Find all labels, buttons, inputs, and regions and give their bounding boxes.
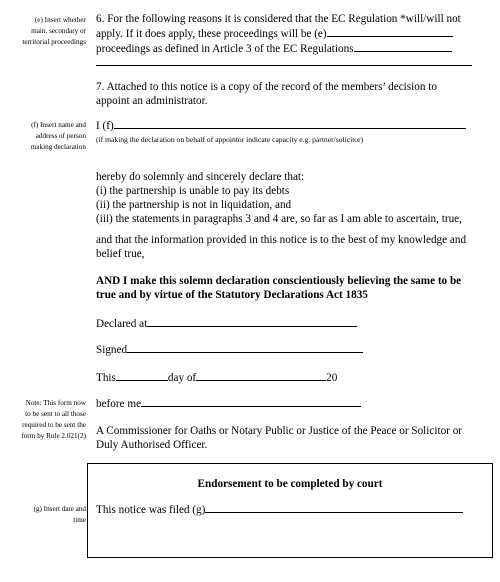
side-note-line: required to be sent the — [22, 421, 86, 429]
information-line-2: belief true, — [96, 248, 145, 260]
filed-line: This notice was filed (g) — [96, 502, 478, 517]
reasons-field[interactable] — [354, 41, 452, 52]
proceedings-type-field[interactable] — [327, 26, 453, 37]
side-note-line: form by Rule 2.021(2) — [21, 432, 86, 440]
commissioner-line-1: A Commissioner for Oaths or Notary Public or Justice of the Peace or Solicitor or — [96, 425, 463, 437]
side-note-line: (g) Insert date and — [33, 505, 86, 513]
paragraph-7-line-2: appoint an administrator. — [96, 95, 208, 107]
declared-at-field[interactable] — [147, 316, 357, 327]
paragraph-6-line-2: apply. If it does apply, these proceedings will be (e) — [96, 26, 478, 41]
information-statement — [96, 233, 478, 261]
before-me-line: before me — [96, 396, 478, 411]
declaration-intro: hereby do solemnly and sincerely declare that: — [96, 171, 305, 183]
paragraph-7-line-1: 7. Attached to this notice is a copy of the record of the members’ decision to — [96, 81, 437, 93]
side-note-rule — [0, 398, 86, 442]
side-note-e — [0, 15, 86, 48]
declaration-item: (i) the partnership is unable to pay its debts — [96, 185, 290, 197]
declaration-statements — [96, 170, 478, 226]
witness-field[interactable] — [141, 396, 361, 407]
declarant-line: I (f) — [96, 118, 478, 133]
solemn-line-1: AND I make this solemn declaration conscientiously believing the same to be — [96, 275, 462, 287]
filed-date-field[interactable] — [205, 502, 463, 513]
declarant-hint: (if making the declaration on behalf of appointor indicate capacity e.g. partner/solicitor) — [96, 135, 364, 144]
side-note-line: (f) Insert name and — [31, 121, 86, 129]
declaration-item: (ii) the partnership is not in liquidation, and — [96, 199, 292, 211]
side-note-line: Note: This form now — [25, 399, 86, 407]
signed-line: Signed — [96, 342, 478, 357]
information-line-1: and that the information provided in this notice is to the best of my knowledge and — [96, 234, 467, 246]
side-note-line: to be sent to all those — [25, 410, 86, 418]
side-note-line: territorial proceedings — [22, 38, 86, 46]
side-note-line: making declaration — [30, 143, 86, 151]
side-note-line: main, secondary or — [31, 27, 86, 35]
reasons-extra-line[interactable] — [96, 65, 472, 66]
commissioner-line-2: Duly Authorised Officer. — [96, 439, 208, 451]
declared-at-line: Declared at — [96, 316, 478, 331]
side-note-f — [0, 120, 86, 153]
side-note-line: (e) Insert whether — [34, 16, 86, 24]
side-note-line: address of person — [35, 132, 86, 140]
side-note-g — [0, 504, 86, 526]
month-field[interactable] — [196, 370, 326, 381]
solemn-line-2: true and by virtue of the Statutory Declarations Act 1835 — [96, 289, 368, 301]
declarant-name-field[interactable] — [114, 118, 466, 129]
commissioner-text — [96, 424, 478, 452]
day-field[interactable] — [116, 370, 168, 381]
paragraph-7 — [96, 80, 478, 108]
endorsement-title: Endorsement to be completed by court — [197, 478, 383, 490]
date-line: This day of 20 — [96, 372, 338, 384]
paragraph-6 — [96, 12, 478, 56]
declaration-item: (iii) the statements in paragraphs 3 and 4 are, so far as I am able to ascertain, true, — [96, 213, 462, 225]
side-note-line: time — [73, 516, 86, 524]
signature-field[interactable] — [127, 342, 363, 353]
solemn-declaration — [96, 274, 478, 302]
paragraph-6-line-1: 6. For the following reasons it is considered that the EC Regulation *will/will not — [96, 13, 461, 25]
paragraph-6-line-3: proceedings as defined in Article 3 of the EC Regulations — [96, 41, 478, 56]
